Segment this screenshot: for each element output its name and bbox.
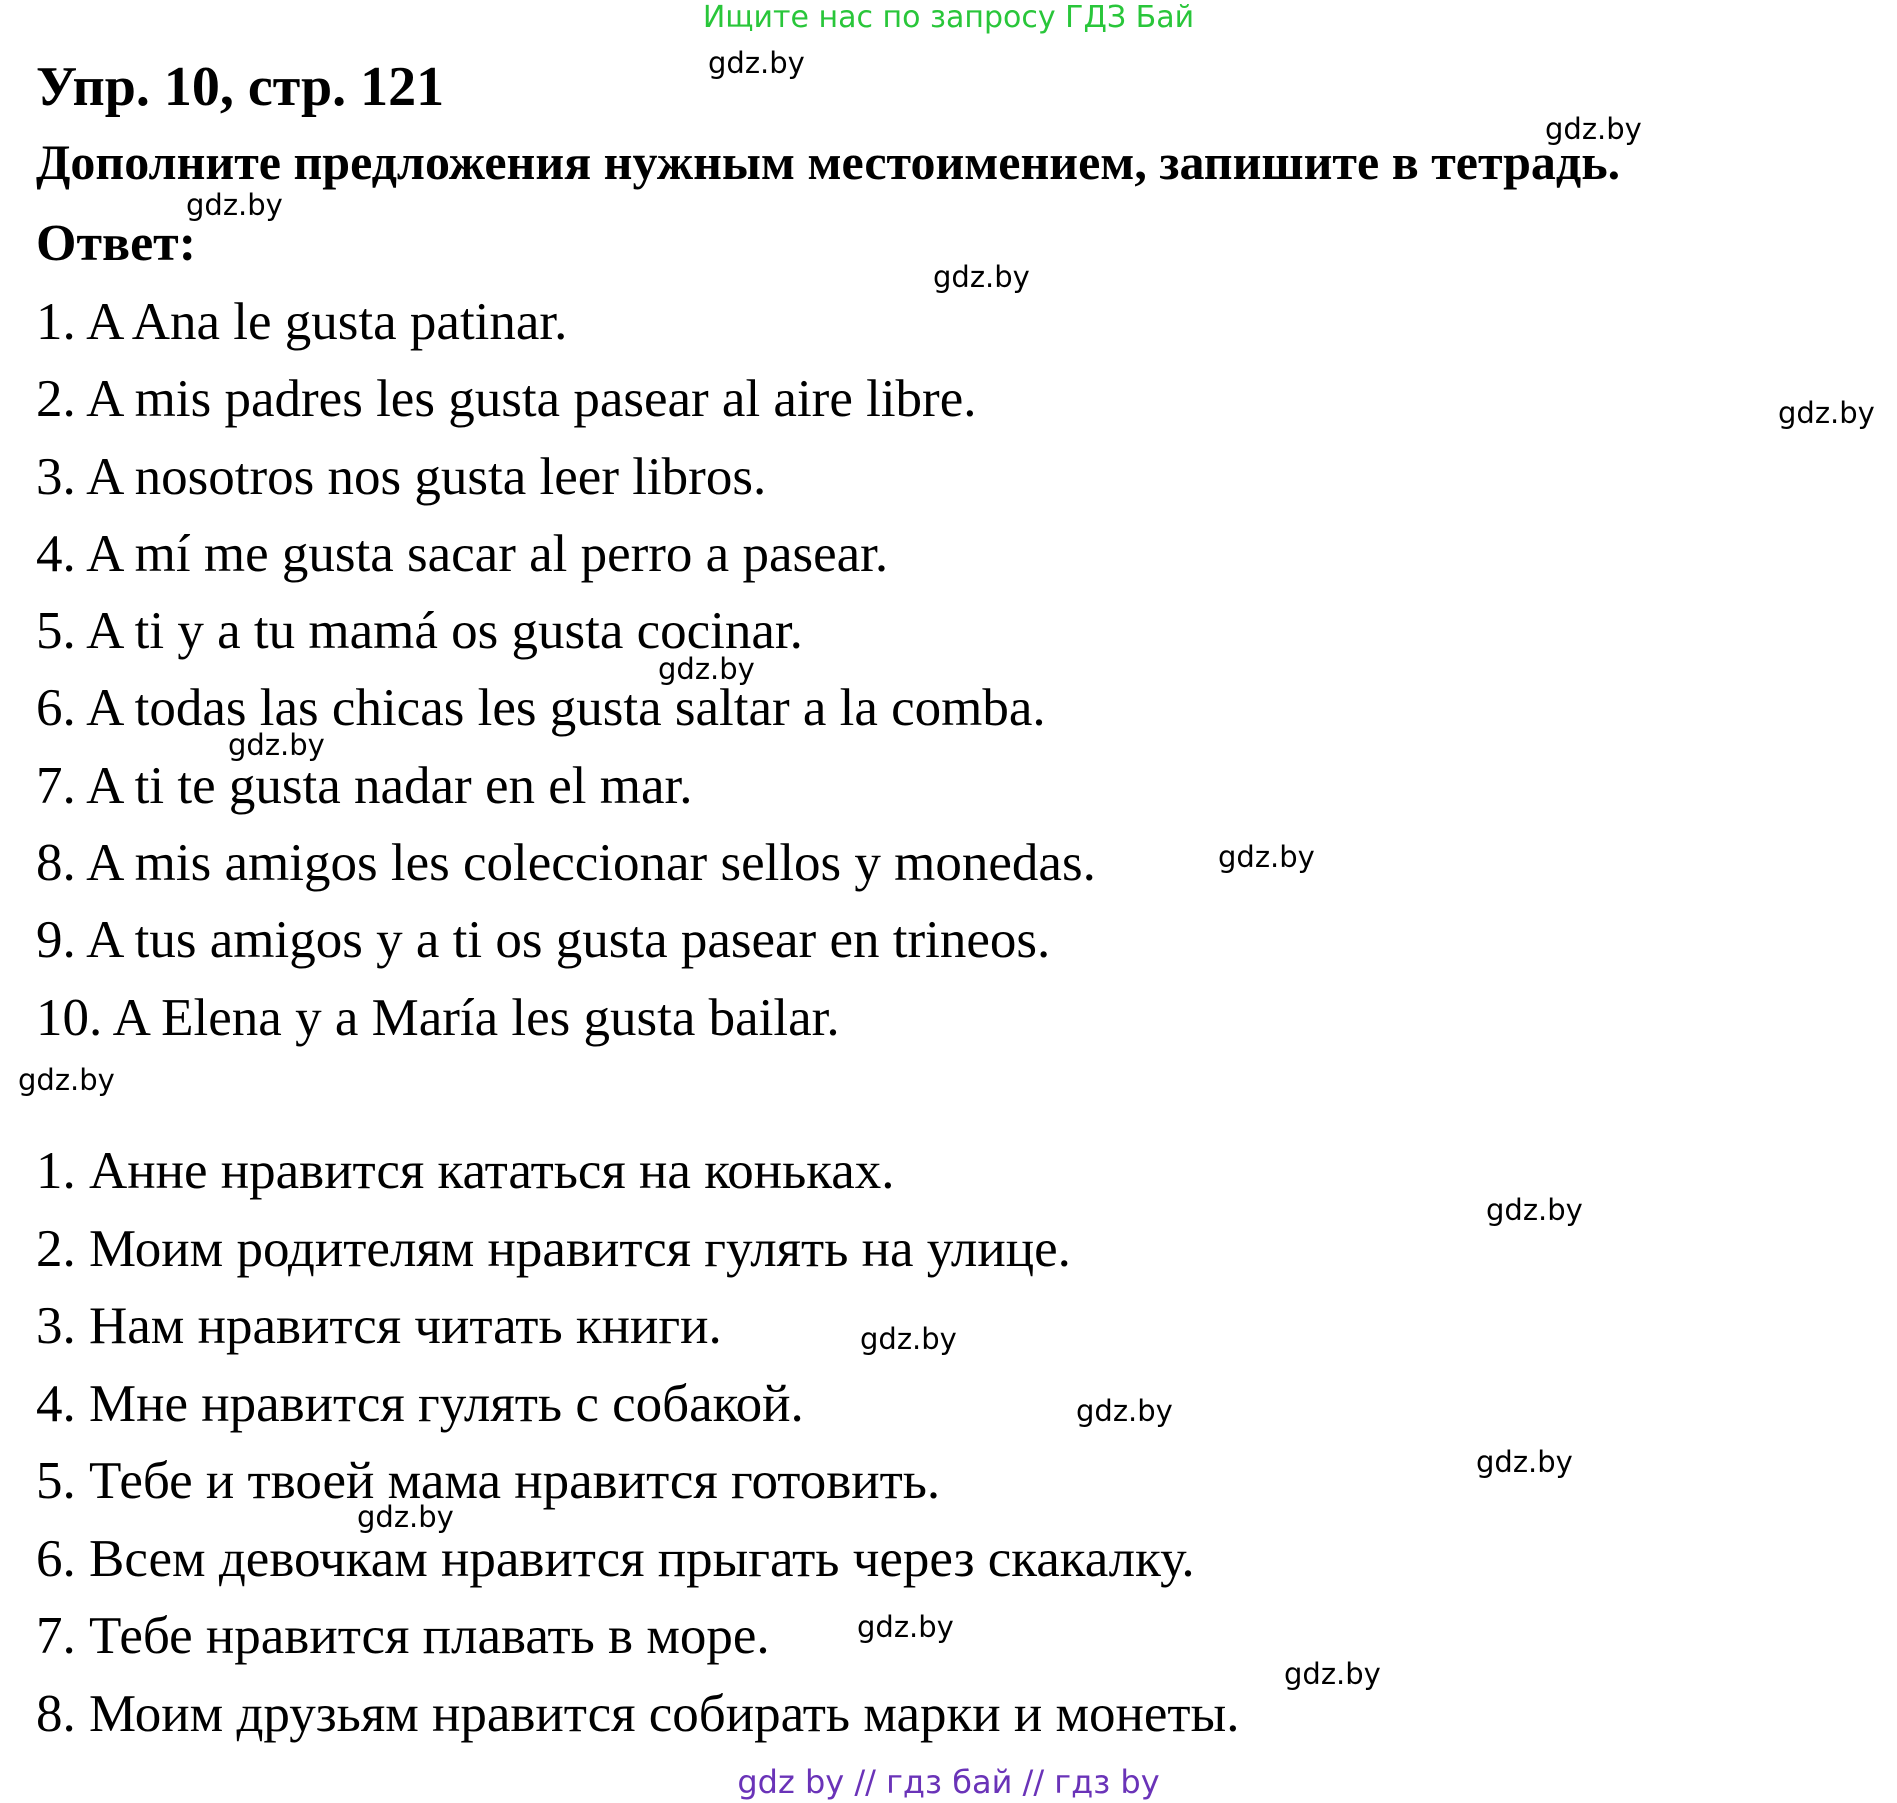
russian-sentence: 7. Тебе нравится плавать в море. [36, 1607, 770, 1665]
russian-sentence: 8. Моим друзьям нравится собирать марки и монеты. [36, 1684, 1240, 1743]
russian-sentence: 3. Нам нравится читать книги. [36, 1297, 722, 1355]
spanish-sentence: 6. A todas las chicas les gusta saltar a la comba. [36, 679, 1046, 738]
spanish-sentence: 3. A nosotros nos gusta leer libros. [36, 447, 767, 506]
spanish-sentence: 8. A mis amigos les coleccionar sellos y monedas. [36, 834, 1096, 893]
bottom-banner: gdz by // гдз бай // гдз by [737, 1763, 1160, 1801]
russian-sentence-list [36, 1133, 1239, 1753]
watermark: gdz.by [228, 728, 325, 762]
russian-sentence: 1. Анне нравится кататься на коньках. [36, 1142, 895, 1200]
watermark: gdz.by [1476, 1445, 1573, 1479]
russian-sentence: 2. Моим родителям нравится гулять на улице. [36, 1219, 1071, 1278]
watermark: gdz.by [860, 1322, 957, 1356]
watermark: gdz.by [1076, 1394, 1173, 1428]
spanish-sentence: 4. A mí me gusta sacar al perro a pasear. [36, 524, 889, 583]
spanish-sentence: 1. A Ana le gusta patinar. [36, 293, 568, 351]
watermark: gdz.by [933, 260, 1030, 294]
spanish-sentence: 9. A tus amigos y a ti os gusta pasear en trineos. [36, 911, 1051, 970]
watermark: gdz.by [186, 188, 283, 222]
watermark: gdz.by [357, 1500, 454, 1534]
russian-sentence: 4. Мне нравится гулять с собакой. [36, 1374, 804, 1433]
spanish-sentence-list [36, 284, 1096, 1057]
answer-label: Ответ: [36, 215, 197, 272]
watermark: gdz.by [18, 1063, 115, 1097]
russian-sentence: 6. Всем девочкам нравится прыгать через скакалку. [36, 1529, 1195, 1588]
russian-sentence: 5. Тебе и твоей мама нравится готовить. [36, 1452, 941, 1510]
spanish-sentence: 7. A ti te gusta nadar en el mar. [36, 756, 693, 815]
spanish-sentence: 2. A mis padres les gusta pasear al aire libre. [36, 370, 977, 429]
exercise-title: Упр. 10, стр. 121 [36, 56, 445, 118]
watermark: gdz.by [1486, 1193, 1583, 1227]
watermark: gdz.by [1545, 112, 1642, 146]
watermark: gdz.by [857, 1610, 954, 1644]
watermark: gdz.by [1284, 1657, 1381, 1691]
top-banner: Ищите нас по запросу ГДЗ Бай [702, 0, 1195, 35]
spanish-sentence: 10. A Elena y a María les gusta bailar. [36, 988, 840, 1047]
spanish-sentence: 5. A ti y a tu mamá os gusta cocinar. [36, 602, 803, 661]
watermark: gdz.by [708, 46, 805, 80]
watermark: gdz.by [1218, 840, 1315, 874]
watermark: gdz.by [1778, 396, 1875, 430]
watermark: gdz.by [658, 652, 755, 686]
task-text: Дополните предложения нужным местоимением, запишите в тетрадь. [36, 134, 1621, 190]
